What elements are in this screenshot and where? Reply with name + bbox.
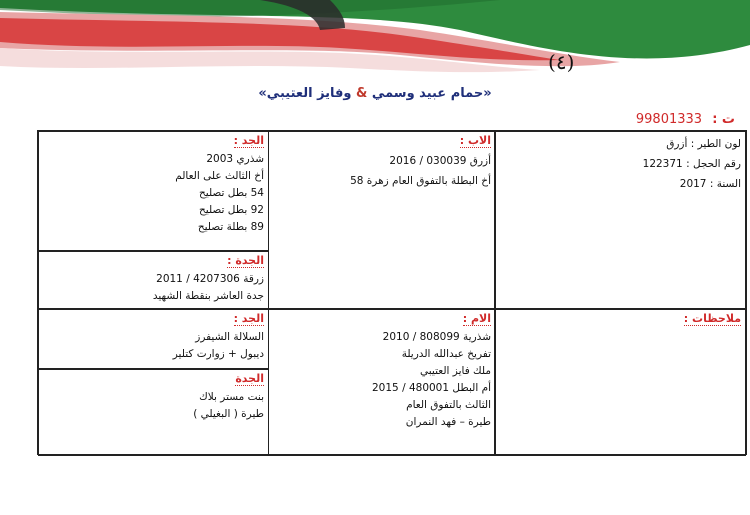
title-ampersand: & [356, 86, 368, 101]
father-label: الاب : [459, 134, 491, 147]
mother-line: تفريخ عبدالله الدريلة [401, 348, 491, 360]
paternal-grandfather-line: 92 بطل تصليح [199, 204, 264, 216]
mother-line: شذرية 808099 / 2010 [382, 331, 491, 343]
phone-label: ت : [712, 112, 735, 127]
notes-cell [494, 309, 746, 456]
paternal-grandmother-line: زرقة 4207306 / 2011 [156, 273, 264, 285]
paternal-grandfather-line: 54 بطل تصليح [199, 187, 264, 199]
maternal-grandfather-line: ديبول + زوارت كتلير [172, 348, 264, 360]
bird-color: لون الطير : أزرق [666, 138, 741, 150]
maternal-grandmother-line: بنت مستر بلاك [199, 391, 264, 403]
mother-label: الام : [462, 312, 491, 325]
flag-banner [0, 0, 750, 80]
father-line: أخ البطلة بالتفوق العام زهرة 58 [350, 175, 491, 187]
paternal-grandfather-line: 89 بطلة تصليح [197, 221, 264, 233]
page-title [0, 86, 750, 101]
bird-year: السنة : 2017 [679, 178, 741, 190]
maternal-grandmother-cell [38, 369, 269, 456]
paternal-grandfather-cell [38, 131, 269, 251]
bird-ring-number: رقم الحجل : 122371 [642, 158, 741, 170]
maternal-grandmother-label: الجدة [235, 372, 264, 385]
mother-line: طيرة – فهد النمران [405, 416, 491, 428]
title-close-quote: » [258, 86, 267, 101]
father-line: أزرق 030039 / 2016 [389, 155, 491, 167]
title-part-2: وفايز العتيبي [266, 86, 352, 101]
mother-line: الثالث بالتفوق العام [406, 399, 491, 411]
notes-label: ملاحظات : [683, 312, 741, 325]
maternal-grandfather-line: السلالة الشيفرز [195, 331, 264, 343]
paternal-grandmother-label: الجدة : [227, 254, 264, 267]
title-open-quote: « [483, 86, 492, 101]
paternal-grandfather-line: شذري 2003 [206, 153, 264, 165]
pedigree-table [37, 130, 747, 455]
mother-line: ملك فايز العتيبي [420, 365, 491, 377]
phone-number: 99801333 [635, 112, 703, 127]
paternal-grandfather-line: أخ الثالث على العالم [175, 170, 264, 182]
maternal-grandfather-cell [38, 309, 269, 369]
paternal-grandfather-label: الجد : [233, 134, 264, 147]
father-cell [268, 131, 496, 309]
bird-info-cell [494, 131, 746, 309]
title-part-1: حمام عبيد وسمي [371, 86, 484, 101]
page-number: (٤) [548, 50, 575, 74]
mother-line: أم البطل 480001 / 2015 [372, 382, 491, 394]
paternal-grandmother-line: جدة العاشر بنقطة الشهيد [152, 290, 264, 302]
maternal-grandmother-line: طيرة ( البغيلي ) [193, 408, 264, 420]
paternal-grandmother-cell [38, 251, 269, 309]
phone-line [636, 112, 735, 127]
maternal-grandfather-label: الجد : [233, 312, 264, 325]
mother-cell [268, 309, 496, 456]
